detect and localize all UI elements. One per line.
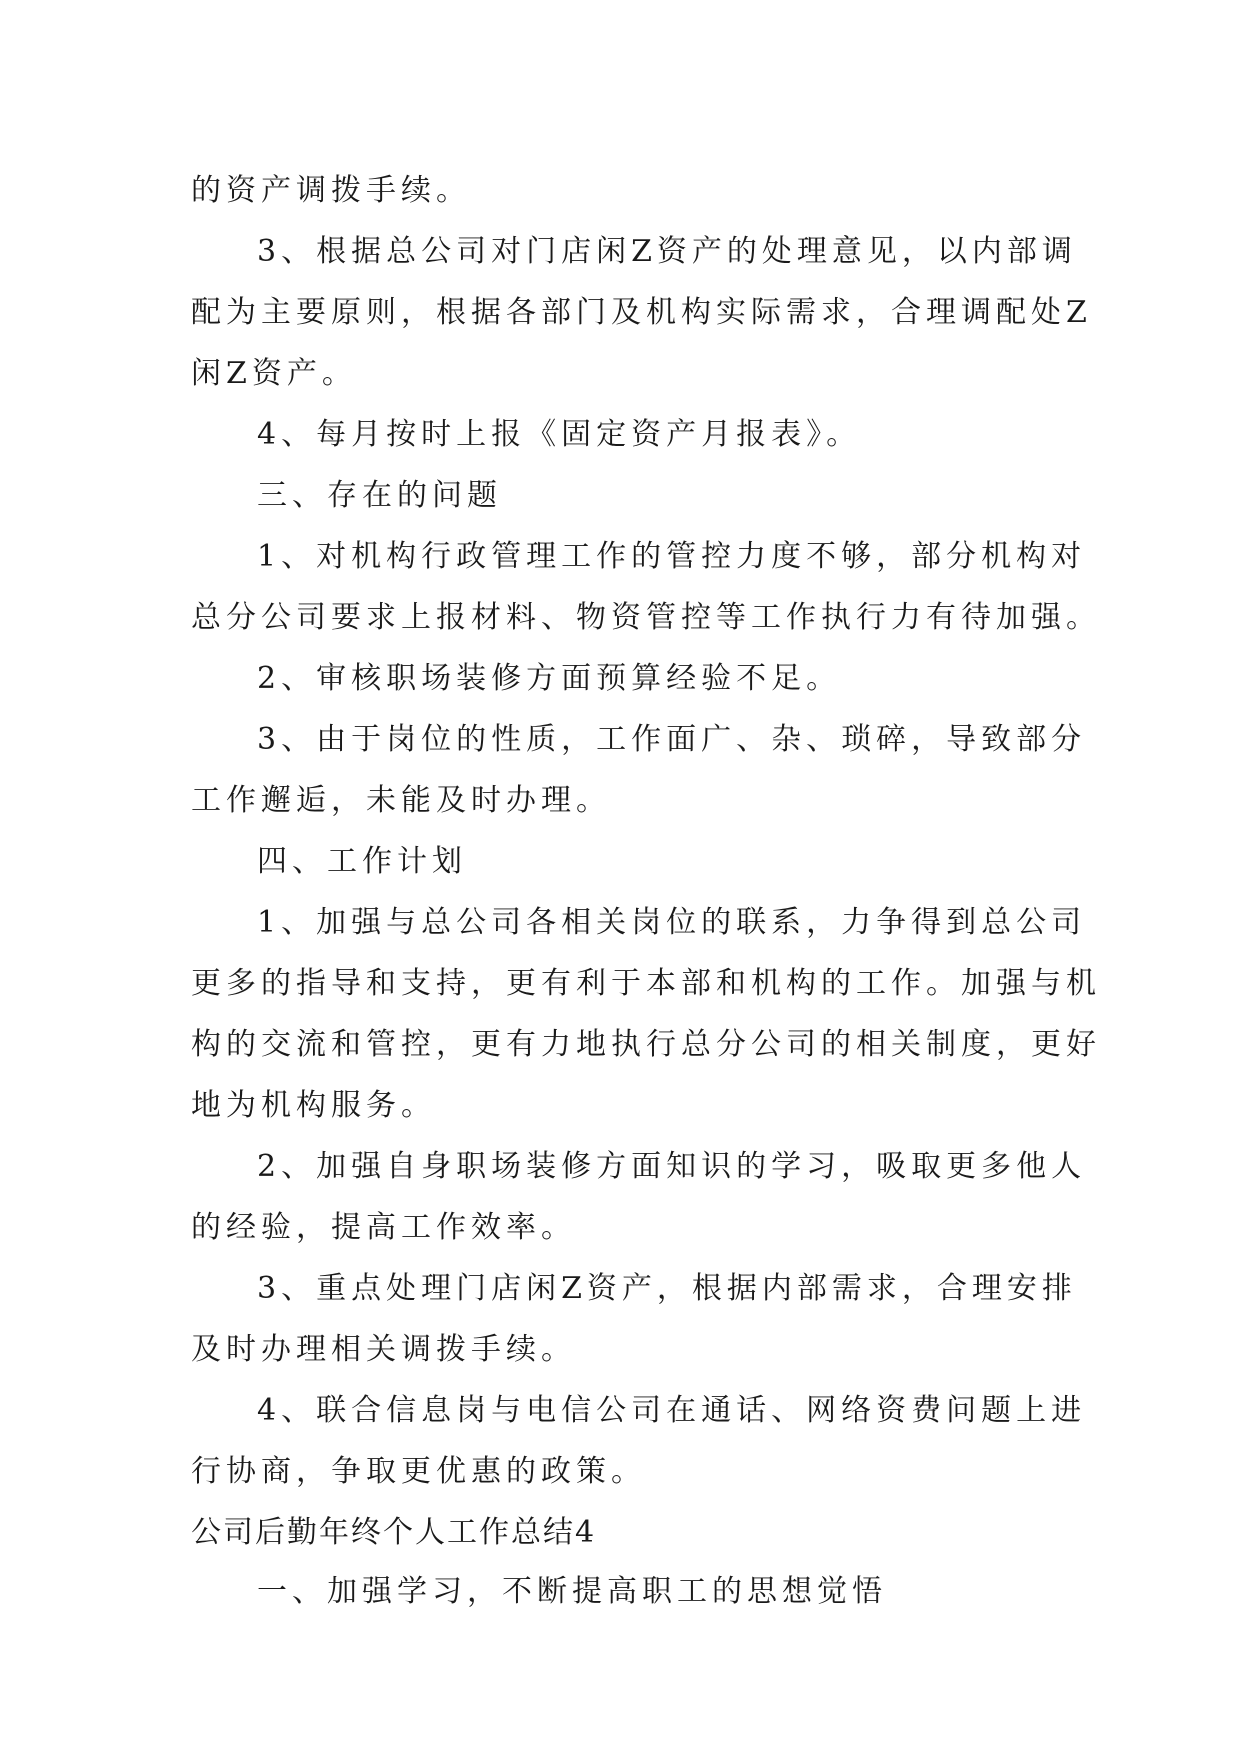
paragraph-line: 1、加强与总公司各相关岗位的联系，力争得到总公司 (257, 905, 1087, 940)
paragraph-line: 地为机构服务。 (191, 1088, 436, 1123)
section-title-line: 四、工作计划 (257, 844, 467, 879)
paragraph-line: 4、每月按时上报《固定资产月报表》。 (257, 417, 862, 452)
paragraph-line: 行协商，争取更优惠的政策。 (191, 1454, 646, 1489)
paragraph-line: 的资产调拨手续。 (191, 173, 471, 208)
paragraph-line: 闲Z资产。 (191, 356, 357, 391)
paragraph-line: 一、加强学习，不断提高职工的思想觉悟 (257, 1574, 887, 1609)
paragraph-line: 1、对机构行政管理工作的管控力度不够，部分机构对 (257, 539, 1087, 574)
document-body (191, 160, 1101, 1622)
paragraph-line: 及时办理相关调拨手续。 (191, 1332, 576, 1367)
paragraph-line: 4、联合信息岗与电信公司在通话、网络资费问题上进 (257, 1393, 1087, 1428)
paragraph-line: 总分公司要求上报材料、物资管控等工作执行力有待加强。 (191, 600, 1101, 635)
paragraph-line: 的经验，提高工作效率。 (191, 1210, 576, 1245)
paragraph-line: 3、重点处理门店闲Z资产，根据内部需求，合理安排 (257, 1271, 1077, 1306)
section-title-line: 三、存在的问题 (257, 478, 502, 513)
paragraph-line: 3、根据总公司对门店闲Z资产的处理意见，以内部调 (257, 234, 1077, 269)
section-heading: 公司后勤年终个人工作总结4 (191, 1515, 597, 1550)
paragraph-line: 配为主要原则，根据各部门及机构实际需求，合理调配处Z (191, 295, 1092, 330)
paragraph-line: 工作邂逅，未能及时办理。 (191, 783, 611, 818)
paragraph-line: 3、由于岗位的性质，工作面广、杂、琐碎，导致部分 (257, 722, 1087, 757)
paragraph-line: 2、加强自身职场装修方面知识的学习，吸取更多他人 (257, 1149, 1087, 1184)
paragraph-line: 更多的指导和支持，更有利于本部和机构的工作。加强与机 (191, 966, 1101, 1001)
paragraph-line: 2、审核职场装修方面预算经验不足。 (257, 661, 842, 696)
paragraph-line: 构的交流和管控，更有力地执行总分公司的相关制度，更好 (191, 1027, 1101, 1062)
